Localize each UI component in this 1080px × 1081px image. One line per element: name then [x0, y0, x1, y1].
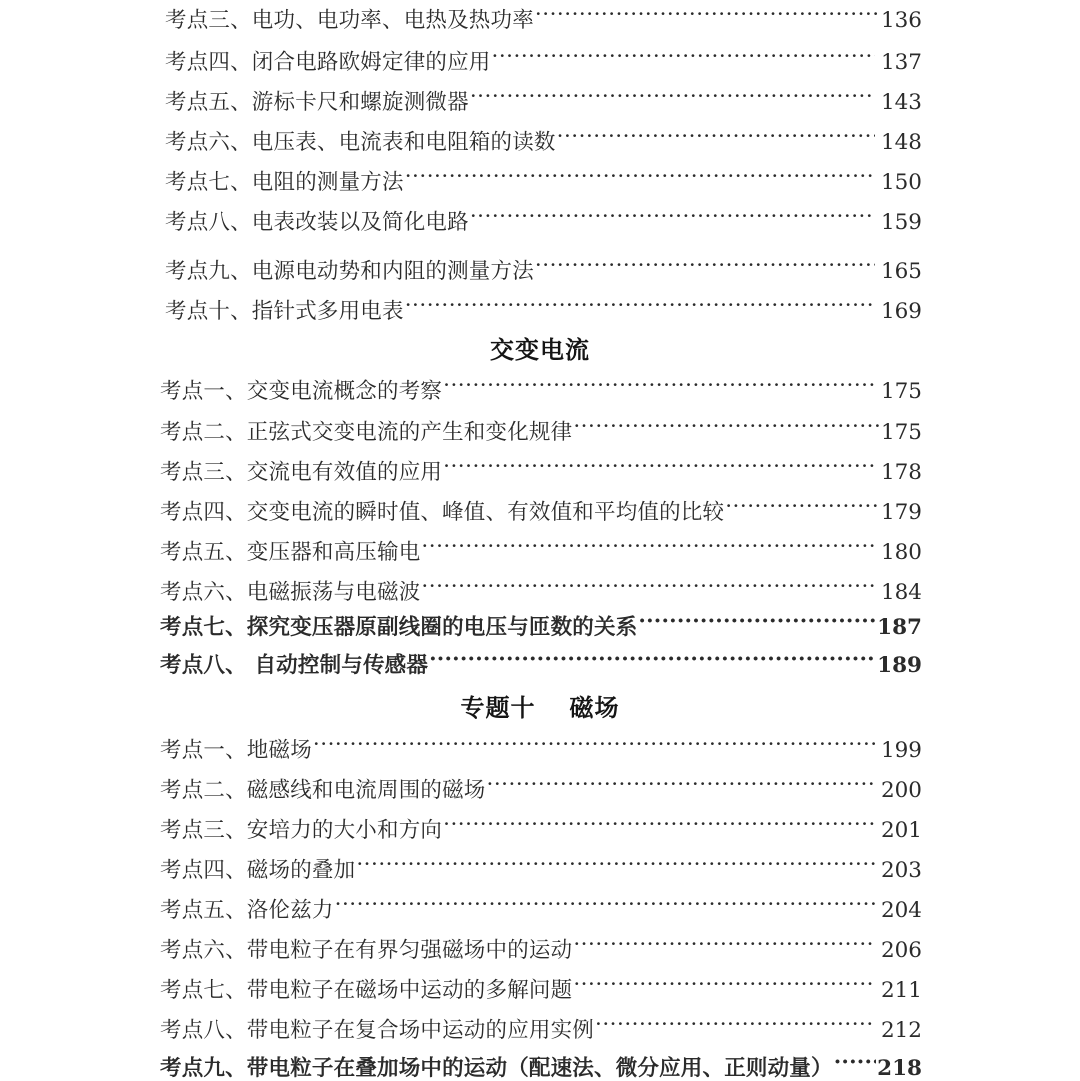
- toc-entry-dot-leader: [421, 577, 875, 599]
- toc-entry-dot-leader: [443, 457, 875, 479]
- toc-entry-dot-leader: [573, 935, 875, 957]
- toc-entry[interactable]: [160, 1015, 922, 1041]
- toc-entry[interactable]: [165, 5, 922, 31]
- section-heading-main: 交变电流: [490, 335, 590, 364]
- toc-entry-page-number: 175: [880, 378, 922, 404]
- toc-entry[interactable]: [160, 975, 922, 1001]
- toc-entry-dot-leader: [443, 815, 875, 837]
- toc-entry[interactable]: [165, 167, 922, 193]
- toc-entry-title: 考点五、游标卡尺和螺旋测微器: [165, 89, 469, 115]
- toc-entry-title: 考点七、带电粒子在磁场中运动的多解问题: [160, 977, 573, 1003]
- toc-entry-page-number: 150: [880, 169, 922, 195]
- toc-entry-page-number: 143: [880, 89, 922, 115]
- toc-entry-page-number: 187: [877, 614, 922, 640]
- toc-entry-title: 考点四、交变电流的瞬时值、峰值、有效值和平均值的比较: [160, 499, 725, 525]
- toc-entry-dot-leader: [313, 735, 875, 757]
- toc-entry-dot-leader: [834, 1053, 876, 1075]
- toc-entry[interactable]: [160, 650, 922, 676]
- toc-entry-dot-leader: [356, 855, 875, 877]
- toc-entry-page-number: 199: [880, 737, 922, 763]
- toc-entry[interactable]: [165, 256, 922, 282]
- toc-entry-title: 考点三、电功、电功率、电热及热功率: [165, 7, 534, 33]
- toc-entry-title: 考点八、带电粒子在复合场中运动的应用实例: [160, 1017, 595, 1043]
- toc-entry[interactable]: [165, 87, 922, 113]
- toc-entry[interactable]: [160, 895, 922, 921]
- toc-entry[interactable]: [160, 855, 922, 881]
- toc-entry-title: 考点四、磁场的叠加: [160, 857, 356, 883]
- toc-entry-dot-leader: [595, 1015, 875, 1037]
- toc-entry-title: 考点八、电表改装以及简化电路: [165, 209, 469, 235]
- toc-entry[interactable]: [165, 296, 922, 322]
- toc-entry[interactable]: [165, 127, 922, 153]
- toc-entry-dot-leader: [470, 207, 875, 229]
- toc-entry[interactable]: [160, 612, 922, 638]
- toc-entry[interactable]: [160, 457, 922, 483]
- toc-entry-page-number: 148: [880, 129, 922, 155]
- toc-entry-title: 考点七、电阻的测量方法: [165, 169, 404, 195]
- toc-entry-page-number: 180: [880, 539, 922, 565]
- toc-entry-dot-leader: [443, 376, 875, 398]
- toc-entry-dot-leader: [487, 775, 875, 797]
- toc-entry-page-number: 212: [880, 1017, 922, 1043]
- toc-entry-title: 考点三、安培力的大小和方向: [160, 817, 443, 843]
- toc-entry-page-number: 159: [880, 209, 922, 235]
- toc-entry-page-number: 218: [877, 1055, 922, 1081]
- toc-entry-dot-leader: [573, 417, 880, 439]
- section-heading-main: 专题十: [460, 693, 536, 722]
- toc-entry-dot-leader: [470, 87, 875, 109]
- section-heading: [0, 335, 1080, 364]
- toc-entry-page-number: 175: [880, 419, 922, 445]
- toc-entry[interactable]: [160, 537, 922, 563]
- toc-entry-dot-leader: [421, 537, 875, 559]
- toc-entry[interactable]: [160, 1053, 922, 1079]
- toc-entry[interactable]: [160, 775, 922, 801]
- toc-entry-title: 考点一、交变电流概念的考察: [160, 378, 443, 404]
- toc-entry-title: 考点四、闭合电路欧姆定律的应用: [165, 49, 491, 75]
- toc-entry-title: 考点一、地磁场: [160, 737, 312, 763]
- toc-entry-page-number: 137: [880, 49, 922, 75]
- toc-entry-dot-leader: [335, 895, 875, 917]
- toc-entry-title: 考点九、电源电动势和内阻的测量方法: [165, 258, 534, 284]
- toc-entry-title: 考点八、 自动控制与传感器: [160, 652, 429, 678]
- toc-entry-page-number: 206: [880, 937, 922, 963]
- section-heading: [0, 693, 1080, 722]
- toc-entry-title: 考点五、变压器和高压输电: [160, 539, 421, 565]
- toc-entry[interactable]: [165, 207, 922, 233]
- toc-entry-page-number: 178: [880, 459, 922, 485]
- toc-entry[interactable]: [160, 497, 922, 523]
- toc-entry-title: 考点三、交流电有效值的应用: [160, 459, 443, 485]
- toc-entry-page-number: 169: [880, 298, 922, 324]
- toc-entry-page-number: 211: [880, 977, 922, 1003]
- toc-entry[interactable]: [160, 935, 922, 961]
- toc-entry[interactable]: [160, 815, 922, 841]
- toc-entry-title: 考点五、洛伦兹力: [160, 897, 334, 923]
- toc-entry-page-number: 179: [880, 499, 922, 525]
- toc-entry-page-number: 201: [880, 817, 922, 843]
- toc-entry-title: 考点六、电磁振荡与电磁波: [160, 579, 421, 605]
- toc-entry-page-number: 184: [880, 579, 922, 605]
- toc-entry[interactable]: [160, 376, 922, 402]
- toc-entry-title: 考点六、带电粒子在有界匀强磁场中的运动: [160, 937, 573, 963]
- toc-entry-title: 考点二、磁感线和电流周围的磁场: [160, 777, 486, 803]
- toc-entry[interactable]: [160, 417, 922, 443]
- toc-entry-dot-leader: [557, 127, 875, 149]
- toc-entry-dot-leader: [405, 167, 875, 189]
- toc-entry-dot-leader: [535, 256, 875, 278]
- toc-entry-page-number: 189: [877, 652, 922, 678]
- toc-entry-title: 考点九、带电粒子在叠加场中的运动（配速法、微分应用、正则动量）: [160, 1055, 833, 1081]
- toc-entry-page-number: 136: [880, 7, 922, 33]
- section-heading-sub: 磁场: [569, 693, 620, 722]
- toc-entry-dot-leader: [405, 296, 875, 318]
- toc-entry-dot-leader: [638, 612, 876, 634]
- toc-entry[interactable]: [160, 577, 922, 603]
- toc-entry-page-number: 200: [880, 777, 922, 803]
- toc-entry-title: 考点十、指针式多用电表: [165, 298, 404, 324]
- toc-entry-title: 考点六、电压表、电流表和电阻箱的读数: [165, 129, 556, 155]
- toc-entry-page-number: 203: [880, 857, 922, 883]
- toc-entry-dot-leader: [492, 47, 875, 69]
- toc-entry[interactable]: [165, 47, 922, 73]
- toc-entry-title: 考点七、探究变压器原副线圈的电压与匝数的关系: [160, 614, 638, 640]
- toc-entry-page-number: 204: [880, 897, 922, 923]
- toc-entry-dot-leader: [535, 5, 880, 27]
- toc-entry-title: 考点二、正弦式交变电流的产生和变化规律: [160, 419, 573, 445]
- toc-entry-dot-leader: [429, 650, 876, 672]
- toc-entry-page-number: 165: [880, 258, 922, 284]
- toc-entry-dot-leader: [725, 497, 880, 519]
- toc-entry[interactable]: [160, 735, 922, 761]
- toc-entry-dot-leader: [573, 975, 875, 997]
